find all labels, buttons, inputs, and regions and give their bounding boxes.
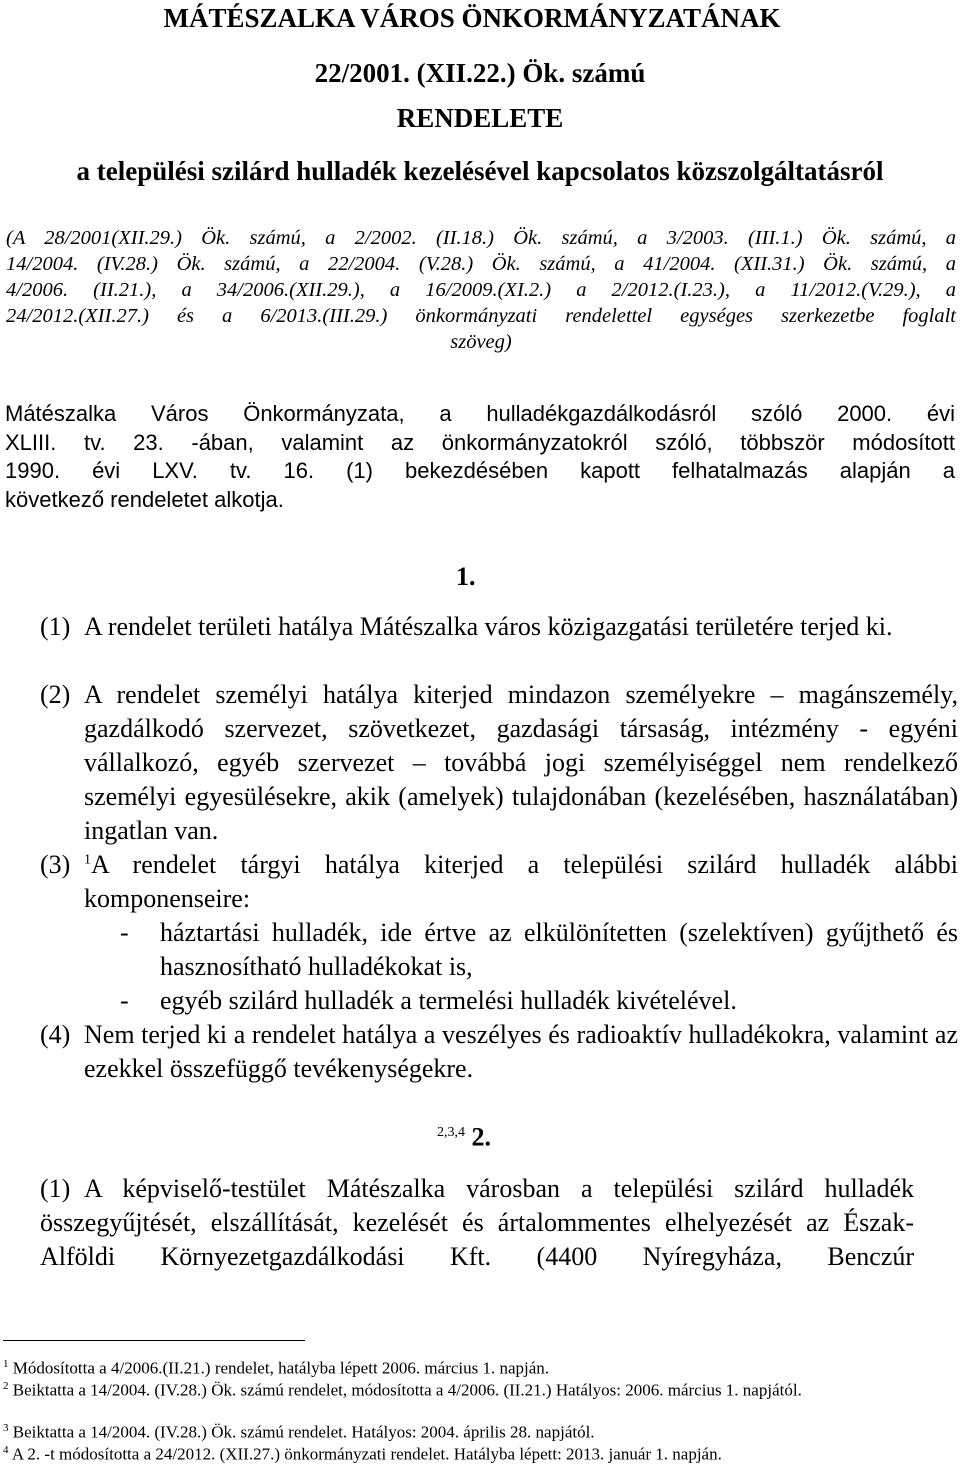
paragraph-text: A rendelet területi hatálya Mátészalka város közigazgatási területére terjed ki. <box>84 612 893 641</box>
paragraph-number: (2) <box>40 680 71 709</box>
header-line-4: a települési szilárd hulladék kezelésével kapcsolatos közszolgáltatásról <box>76 156 884 186</box>
footnote-text: Módosította a 4/2006.(II.21.) rendelet, hatályba lépett 2006. március 1. napján. <box>12 1358 550 1378</box>
section-1-heading <box>456 562 476 592</box>
paragraph-number: (4) <box>40 1020 71 1049</box>
amendment-line: 4/2006. (II.21.), a 34/2006.(XII.29.), a 16/2009.(XI.2.) a 2/2012.(I.23.), a 11/2012.(V.29.), a <box>6 279 956 301</box>
preamble <box>5 400 955 514</box>
list-dash: - <box>120 986 129 1015</box>
footnote-number: 4 <box>3 1444 9 1456</box>
paragraph-1-4 <box>40 1018 958 1088</box>
footnote-ref: 1 <box>84 852 91 868</box>
amendment-line: 14/2004. (IV.28.) Ök. számú, a 22/2004. (V.28.) Ök. számú, a 41/2004. (XII.31.) Ök. számú, a <box>6 253 956 275</box>
paragraph-2-1 <box>40 1172 958 1276</box>
section-2-heading <box>437 1118 491 1153</box>
preamble-line: Mátészalka Város Önkormányzata, a hulladékgazdálkodásról szóló 2000. évi <box>5 401 955 426</box>
list-item <box>120 984 958 1020</box>
paragraph-text: Nem terjed ki a rendelet hatálya a veszélyes és radioaktív hulladékokra, valamint az ezekkel összefüggő tevékenységekre. <box>84 1020 958 1083</box>
footnote-3 <box>3 1418 943 1443</box>
footnote-number: 3 <box>3 1422 9 1434</box>
paragraph-text: A rendelet tárgyi hatálya kiterjed a települési szilárd hulladék alábbi komponenseire: <box>84 850 958 913</box>
paragraph-number: (3) <box>40 850 71 879</box>
paragraph-text: A rendelet személyi hatálya kiterjed mindazon személyekre – magánszemély, gazdálkodó szervezet, szövetkezet, gazdasági társaság, intézmény - egyéni vállalkozó, egyéb szervezet – továbbá jogi személyiséggel nem rendelkező személyi egyesülésekre, akik (amelyek) tulajdonában (kezelésében, használatában) ingatlan van. <box>84 680 958 845</box>
section-number: 2. <box>471 1122 491 1152</box>
paragraph-1-2 <box>40 678 958 850</box>
amendment-note <box>6 225 956 355</box>
amendment-line: (A 28/2001(XII.29.) Ök. számú, a 2/2002. (II.18.) Ök. számú, a 3/2003. (III.1.) Ök. számú, a <box>6 227 956 249</box>
amendment-line: 24/2012.(XII.27.) és a 6/2013.(III.29.) önkormányzati rendelettel egységes szerkezetbe foglalt <box>6 305 956 327</box>
footnote-2 <box>3 1376 943 1401</box>
footnote-4 <box>3 1440 943 1465</box>
footnote-text: Beiktatta a 14/2004. (IV.28.) Ök. számú rendelet. Hatályos: 2004. április 28. napjától. <box>12 1422 595 1442</box>
list-item-text: háztartási hulladék, ide értve az elkülönítetten (szelektíven) gyűjthető és hasznosítható hulladékokat is, <box>160 918 958 981</box>
paragraph-text: A képviselő-testület Mátészalka városban a települési szilárd hulladék összegyűjtését, elszállítását, kezelését és ártalommentes elhelyezését az Észak-Alföldi Környezetgazdálkodási Kft. (4400 Nyíregyháza, Benczúr <box>40 1174 914 1271</box>
list-item <box>120 916 958 986</box>
preamble-line: XLIII. tv. 23. -ában, valamint az önkormányzatokról szóló, többször módosított <box>5 429 955 455</box>
paragraph-number: (1) <box>40 612 71 641</box>
list-dash: - <box>120 918 129 947</box>
footnote-number: 1 <box>3 1358 9 1370</box>
paragraph-1-3 <box>40 848 958 918</box>
header-line-2: 22/2001. (XII.22.) Ök. számú <box>314 58 646 88</box>
paragraph-number: (1) <box>40 1174 71 1203</box>
header-line-1: MÁTÉSZALKA VÁROS ÖNKORMÁNYZATÁNAK <box>163 3 781 33</box>
preamble-line: 1990. évi LXV. tv. 16. (1) bekezdésében kapott felhatalmazás alapján a <box>5 458 955 483</box>
footnote-1 <box>3 1354 943 1379</box>
footnote-text: Beiktatta a 14/2004. (IV.28.) Ök. számú rendelet, módosította a 4/2006. (II.21.) Hatályos: 2006. március 1. napjától. <box>12 1380 802 1400</box>
section-number: 1. <box>456 562 476 591</box>
footnote-ref: 2,3,4 <box>437 1125 465 1140</box>
preamble-line: következő rendeletet alkotja. <box>5 486 284 512</box>
paragraph-1-1 <box>40 610 958 680</box>
footnote-divider <box>3 1340 305 1341</box>
amendment-line: szöveg) <box>450 331 512 353</box>
footnote-number: 2 <box>3 1380 9 1392</box>
footnote-text: A 2. -t módosította a 24/2012. (XII.27.) önkormányzati rendelet. Hatályba lépett: 2013. január 1. napján. <box>11 1444 722 1464</box>
header-line-3: RENDELETE <box>396 103 564 133</box>
list-item-text: egyéb szilárd hulladék a termelési hulladék kivételével. <box>160 986 737 1015</box>
